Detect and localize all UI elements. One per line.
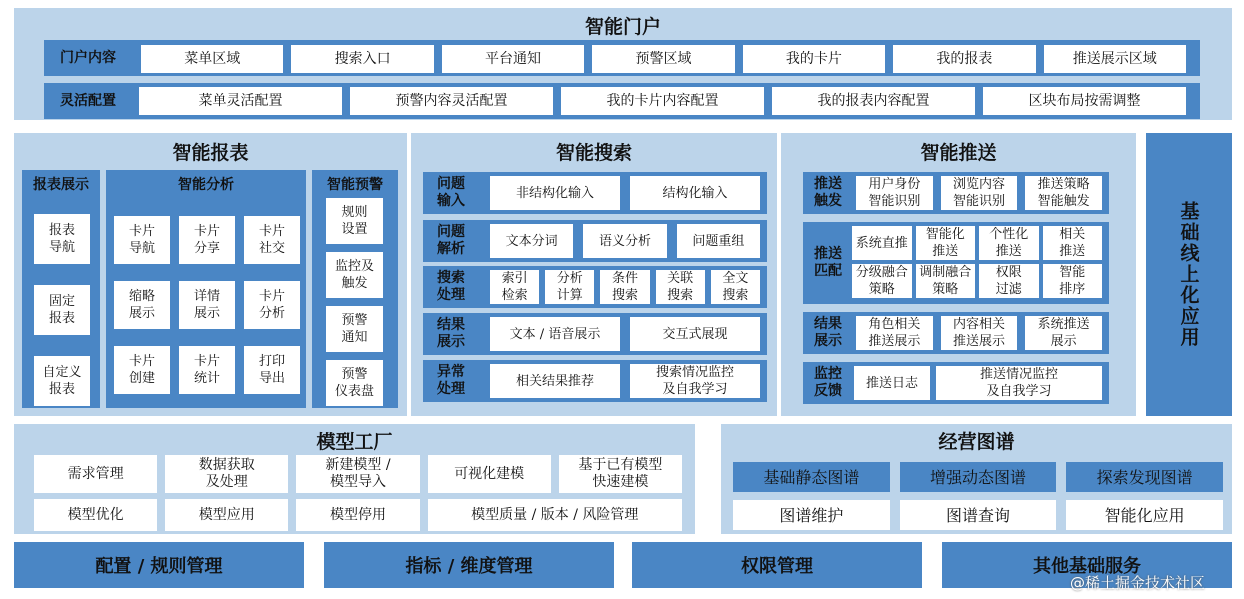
report-analysis-item: 卡片 分析	[244, 281, 300, 329]
push-match-item: 分级融合 策略	[852, 264, 912, 298]
reports-warning-label: 智能预警	[327, 176, 383, 193]
push-result-item: 系统推送 展示	[1025, 316, 1102, 350]
portal-title: 智能门户	[584, 15, 661, 38]
push-trigger-item: 用户身份 智能识别	[856, 176, 933, 210]
portal-config-item: 预警内容灵活配置	[350, 87, 553, 115]
report-warning-item: 规则 设置	[326, 198, 383, 244]
model-factory-item: 可视化建模	[428, 455, 551, 493]
portal-config-item: 区块布局按需调整	[983, 87, 1186, 115]
push-title: 智能推送	[920, 141, 997, 164]
push-match-item: 智能化 推送	[916, 226, 976, 260]
push-trigger-label: 推送 触发	[814, 176, 842, 209]
push-monitor-item: 推送情况监控 及自我学习	[936, 366, 1102, 400]
push-monitor-item: 推送日志	[854, 366, 930, 400]
push-match-item: 智能 排序	[1043, 264, 1103, 298]
search-row-label: 结果 展示	[437, 317, 465, 350]
report-analysis-item: 卡片 统计	[179, 346, 235, 394]
model-factory-item: 模型优化	[34, 499, 157, 531]
push-monitor-label: 监控 反馈	[814, 366, 842, 399]
search-row-label: 问题 输入	[437, 176, 465, 209]
search-item: 关联 搜索	[656, 270, 705, 304]
push-match-item: 相关 推送	[1043, 226, 1103, 260]
graph-type-item: 探索发现图谱	[1066, 462, 1223, 492]
model-factory-item: 需求管理	[34, 455, 157, 493]
push-result-label: 结果 展示	[814, 316, 842, 349]
push-match-item: 权限 过滤	[979, 264, 1039, 298]
search-row-label: 问题 解析	[437, 224, 465, 257]
bottom-service-bar: 指标 / 维度管理	[324, 542, 614, 588]
portal-row2-label: 灵活配置	[60, 92, 116, 109]
reports-title: 智能报表	[172, 141, 249, 164]
push-match-item: 个性化 推送	[979, 226, 1039, 260]
portal-config-item: 我的卡片内容配置	[561, 87, 764, 115]
search-item: 条件 搜索	[600, 270, 649, 304]
search-item: 语义分析	[583, 224, 666, 258]
portal-content-item: 预警区域	[592, 45, 734, 73]
search-row-label: 搜索 处理	[437, 270, 465, 303]
report-display-item: 固定 报表	[34, 285, 90, 335]
bottom-service-bar: 配置 / 规则管理	[14, 542, 304, 588]
search-item: 结构化输入	[630, 176, 760, 210]
watermark: @稀土掘金技术社区	[1070, 574, 1206, 592]
portal-row1-label: 门户内容	[60, 49, 116, 66]
search-item: 索引 检索	[490, 270, 539, 304]
report-warning-item: 预警 仪表盘	[326, 360, 383, 406]
push-match-label: 推送 匹配	[814, 246, 842, 279]
report-analysis-item: 卡片 社交	[244, 216, 300, 264]
report-analysis-item: 卡片 导航	[114, 216, 170, 264]
report-analysis-item: 详情 展示	[179, 281, 235, 329]
search-item: 文本分词	[490, 224, 573, 258]
graph-type-item: 基础静态图谱	[733, 462, 890, 492]
model-factory-item: 模型应用	[165, 499, 288, 531]
portal-config-item: 菜单灵活配置	[139, 87, 342, 115]
search-item: 全文 搜索	[711, 270, 760, 304]
search-item: 搜索情况监控 及自我学习	[630, 364, 760, 398]
search-title: 智能搜索	[555, 141, 632, 164]
search-row-label: 异常 处理	[437, 364, 465, 397]
graph-type-item: 增强动态图谱	[900, 462, 1057, 492]
search-item: 交互式展现	[630, 317, 760, 351]
push-result-item: 内容相关 推送展示	[941, 316, 1018, 350]
portal-content-item: 我的卡片	[743, 45, 885, 73]
report-warning-item: 监控及 触发	[326, 252, 383, 298]
online-apps-bar: 基础线上化应用	[1146, 133, 1232, 416]
model-factory-item: 模型停用	[296, 499, 419, 531]
search-item: 相关结果推荐	[490, 364, 620, 398]
search-item: 问题重组	[677, 224, 760, 258]
model-factory-item: 新建模型 / 模型导入	[296, 455, 419, 493]
model-factory-title: 模型工厂	[316, 430, 393, 453]
report-analysis-item: 打印 导出	[244, 346, 300, 394]
reports-analysis-label: 智能分析	[178, 176, 234, 193]
bottom-service-bar: 权限管理	[632, 542, 922, 588]
report-display-item: 报表 导航	[34, 214, 90, 264]
report-warning-item: 预警 通知	[326, 306, 383, 352]
report-display-item: 自定义 报表	[34, 356, 90, 406]
reports-display-label: 报表展示	[33, 176, 89, 193]
graph-app-item: 智能化应用	[1066, 500, 1223, 530]
portal-content-item: 平台通知	[442, 45, 584, 73]
bottom-service-bar: 其他基础服务	[942, 542, 1232, 588]
model-factory-item: 基于已有模型 快速建模	[559, 455, 682, 493]
report-analysis-item: 卡片 创建	[114, 346, 170, 394]
report-analysis-item: 卡片 分享	[179, 216, 235, 264]
search-item: 文本 / 语音展示	[490, 317, 620, 351]
portal-config-item: 我的报表内容配置	[772, 87, 975, 115]
portal-content-item: 搜索入口	[291, 45, 433, 73]
push-trigger-item: 浏览内容 智能识别	[941, 176, 1018, 210]
push-trigger-item: 推送策略 智能触发	[1025, 176, 1102, 210]
graph-title: 经营图谱	[938, 430, 1015, 453]
portal-content-item: 推送展示区域	[1044, 45, 1186, 73]
portal-content-item: 我的报表	[893, 45, 1035, 73]
push-match-item: 系统直推	[852, 226, 912, 260]
search-item: 非结构化输入	[490, 176, 620, 210]
graph-app-item: 图谱查询	[900, 500, 1057, 530]
push-result-item: 角色相关 推送展示	[856, 316, 933, 350]
model-factory-item: 数据获取 及处理	[165, 455, 288, 493]
graph-app-item: 图谱维护	[733, 500, 890, 530]
model-factory-item: 模型质量 / 版本 / 风险管理	[428, 499, 682, 531]
portal-content-item: 菜单区域	[141, 45, 283, 73]
search-item: 分析 计算	[545, 270, 594, 304]
push-match-item: 调制融合 策略	[916, 264, 976, 298]
report-analysis-item: 缩略 展示	[114, 281, 170, 329]
